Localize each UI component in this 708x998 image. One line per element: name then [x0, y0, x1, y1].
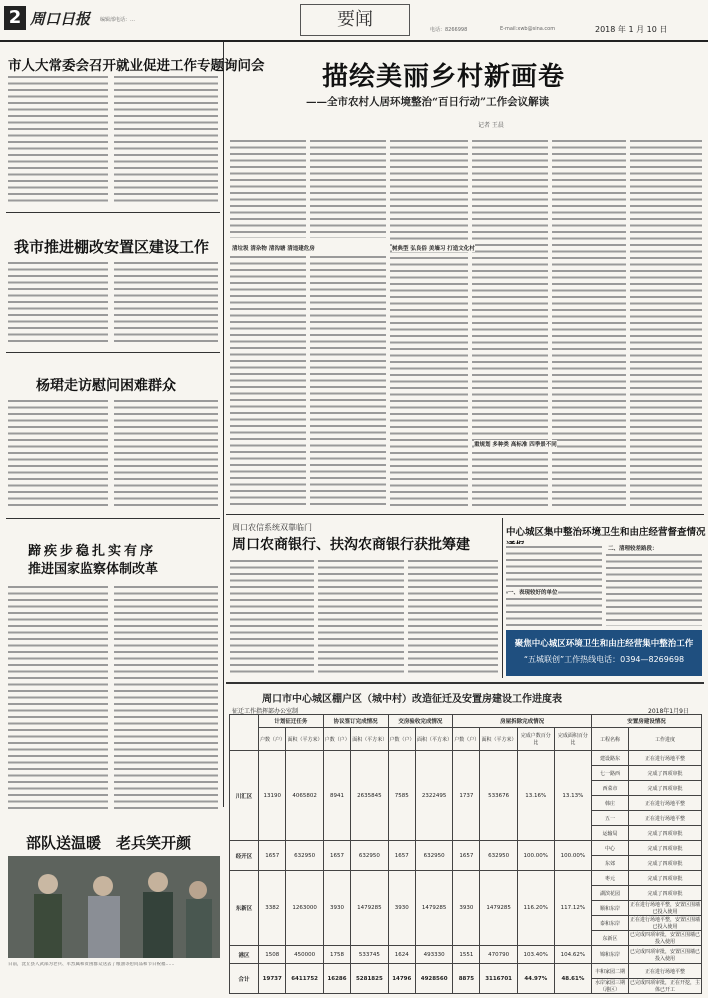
city-body-col2 — [606, 552, 702, 626]
photo-caption: 日前，沈丘县人武部为老兵、军烈属和贫困群众送去了粮油等慰问品和节日祝福…… — [8, 962, 175, 967]
table-value-cell: 1657 — [453, 841, 480, 871]
article-divider — [226, 682, 704, 684]
article-title-visit: 杨珺走访慰问困难群众 — [36, 378, 176, 394]
main-body-col6 — [630, 138, 702, 508]
table-value-cell: 16286 — [323, 964, 350, 994]
table-value-cell: 3382 — [259, 871, 286, 946]
main-subhead-1: 清垃圾 清杂物 清沟塘 清违建危房 — [232, 246, 315, 252]
project-name-cell: 建设路东 — [592, 751, 629, 766]
table-value-cell: 450000 — [286, 946, 323, 964]
table-row — [230, 751, 702, 766]
project-progress-cell: 已完成四项审批，安置区围墙已投入使用 — [629, 946, 702, 964]
project-name-cell: 西菜市 — [592, 781, 629, 796]
table-subheader: 面积（平方米） — [286, 728, 323, 751]
main-body-col1 — [230, 138, 306, 238]
article-divider — [6, 212, 220, 213]
project-name-cell: 东郊 — [592, 856, 629, 871]
page-number: 2 — [4, 6, 26, 30]
table-value-cell: 100.00% — [554, 841, 591, 871]
table-district-cell: 东新区 — [230, 871, 259, 946]
main-subhead-2: 树典型 弘良俗 美墙习 打造文化村 — [392, 246, 475, 252]
project-progress-cell: 完成了四项审批 — [629, 856, 702, 871]
table-header-row — [230, 715, 702, 728]
table-value-cell: 2635845 — [351, 751, 388, 841]
bank-body-col1 — [230, 558, 314, 676]
table-subheader: 户数（户） — [259, 728, 286, 751]
article-body-supervision-col2 — [114, 584, 218, 810]
table-district-cell: 港区 — [230, 946, 259, 964]
project-name-cell: 五一 — [592, 811, 629, 826]
table-value-cell: 632950 — [351, 841, 388, 871]
project-name-cell: 湖滨花园 — [592, 886, 629, 901]
article-body-employment-col1 — [8, 74, 108, 202]
table-district-cell: 经开区 — [230, 841, 259, 871]
bank-kicker: 周口农信系统双靠临门 — [232, 523, 312, 532]
table-group-header: 房屋拆除完成情况 — [453, 715, 592, 728]
article-body-visit-col1 — [8, 398, 108, 510]
table-district-cell: 川汇区 — [230, 751, 259, 841]
table-subheader: 工程名称 — [592, 728, 629, 751]
progress-table — [229, 714, 702, 994]
project-progress-cell: 已完成四项审批，安置区围墙已投入使用 — [630, 932, 701, 945]
table-value-cell: 8941 — [323, 751, 350, 841]
masthead — [0, 0, 708, 42]
table-subheader: 面积（平方米） — [416, 728, 453, 751]
table-row — [230, 871, 702, 886]
table-value-cell: 13190 — [259, 751, 286, 841]
article-divider — [6, 518, 220, 519]
table-value-cell: 1479285 — [351, 871, 388, 946]
table-value-cell: 470790 — [480, 946, 517, 964]
table-subheader: 面积（平方米） — [351, 728, 388, 751]
city-headline: 中心城区集中整治环境卫生和由庄经营督查情况 — [506, 527, 706, 538]
table-value-cell: 1263000 — [286, 871, 323, 946]
table-value-cell: 1758 — [323, 946, 350, 964]
article-title-supervision-2: 推进国家监察体制改革 — [28, 562, 159, 577]
table-district-cell: 合计 — [230, 964, 259, 994]
project-name-cell: 锦和东岸 — [592, 946, 629, 964]
table-value-cell: 1551 — [453, 946, 480, 964]
table-value-cell: 2322495 — [416, 751, 453, 841]
article-title-shantytown: 我市推进棚改安置区建设工作 — [14, 238, 210, 256]
table-value-cell: 103.40% — [517, 946, 554, 964]
project-name-cell: 枣元 — [592, 871, 629, 886]
project-progress-cell: 正在进行场地平整 — [629, 751, 702, 766]
main-body-col2b — [310, 254, 386, 508]
paper-name: 周口日报 — [30, 10, 91, 28]
article-divider — [6, 352, 220, 353]
main-body-col2 — [310, 138, 386, 238]
table-value-cell: 6411752 — [286, 964, 323, 994]
table-value-cell: 4065802 — [286, 751, 323, 841]
table-value-cell: 100.00% — [517, 841, 554, 871]
table-value-cell: 13.16% — [517, 751, 554, 841]
project-progress-cell: 正在进行场地平整 — [629, 796, 702, 811]
article-title-veterans: 部队送温暖 老兵笑开颜 — [26, 834, 192, 852]
article-body-shantytown-col2 — [114, 260, 218, 346]
table-group-header: 交房验收完成情况 — [388, 715, 453, 728]
article-body-supervision-col1 — [8, 584, 108, 810]
table-group-header: 协议签订完成情况 — [323, 715, 388, 728]
project-progress-cell: 完成了四项审批 — [629, 766, 702, 781]
bank-body-col3 — [408, 558, 498, 676]
article-body-visit-col2 — [114, 398, 218, 510]
main-byline: 记者 王晨 — [478, 122, 504, 129]
main-body-col5 — [552, 138, 626, 508]
project-progress-cell: 完成了四项审批 — [629, 781, 702, 796]
table-value-cell: 1657 — [323, 841, 350, 871]
bank-body-col2 — [318, 558, 404, 676]
hotline-banner — [506, 630, 702, 676]
bank-headline: 周口农商银行、扶沟农商银行获批筹建 — [232, 537, 470, 553]
project-progress-cell: 完成了四项审批 — [629, 826, 702, 841]
hotline-banner-line1: 聚焦中心城区环境卫生和由庄经营集中整治工作 — [514, 639, 694, 649]
table-value-cell: 116.20% — [517, 871, 554, 946]
table-subheader: 完成户数百分比 — [517, 728, 554, 751]
project-progress-cell: 完成了四项审批 — [629, 841, 702, 856]
contact-left: 编辑部电话：… — [100, 17, 136, 23]
project-progress-cell: 完成了四项审批 — [629, 886, 702, 901]
project-progress-cell: 完成了四项审批 — [629, 871, 702, 886]
table-subheader: 完成面积百分比 — [554, 728, 591, 751]
table-value-cell: 104.62% — [554, 946, 591, 964]
project-name-cell: 泰和东岸 — [592, 916, 629, 931]
table-subheader: 面积（平方米） — [480, 728, 517, 751]
table-date: 2018年1月9日 — [648, 708, 689, 715]
table-group-header: 安置房建设情况 — [592, 715, 702, 728]
table-group-header: 计划征迁任务 — [259, 715, 324, 728]
issue-date: 2018 年 1 月 10 日 — [595, 25, 668, 34]
article-divider — [226, 514, 704, 515]
main-body-col3 — [390, 138, 468, 508]
project-name-cell: 七一路西 — [592, 766, 629, 781]
table-value-cell: 1479285 — [416, 871, 453, 946]
main-subtitle: ——全市农村人居环境整治“百日行动”工作会议解读 — [306, 96, 550, 108]
table-row — [230, 946, 702, 964]
table-value-cell: 3930 — [453, 871, 480, 946]
photo-people-illustration — [8, 856, 220, 958]
table-row — [230, 964, 702, 979]
main-subhead-3: 重规划 多种类 高标准 四季景不同 — [474, 442, 557, 448]
city-body-col1 — [506, 544, 602, 626]
table-value-cell: 533676 — [480, 751, 517, 841]
table-subheader: 户数（户） — [388, 728, 415, 751]
table-value-cell: 5281825 — [351, 964, 388, 994]
table-subheader-row — [230, 728, 702, 751]
table-value-cell: 13.13% — [554, 751, 591, 841]
contact-mid: 电话：8266998 — [430, 27, 468, 33]
city-subhead-2: 一、表现较好的单位 — [508, 590, 558, 596]
table-value-cell: 632950 — [286, 841, 323, 871]
main-body-col4 — [472, 138, 548, 508]
table-value-cell: 632950 — [416, 841, 453, 871]
table-value-cell: 117.12% — [554, 871, 591, 946]
table-value-cell: 632950 — [480, 841, 517, 871]
table-value-cell: 14796 — [388, 964, 415, 994]
table-value-cell: 7585 — [388, 751, 415, 841]
table-value-cell: 3930 — [323, 871, 350, 946]
table-value-cell: 1479285 — [480, 871, 517, 946]
project-name-cell: 水岸家园三期（港区） — [592, 979, 629, 994]
table-value-cell: 1508 — [259, 946, 286, 964]
table-title: 周口市中心城区棚户区（城中村）改造征迁及安置房建设工作进度表 — [262, 694, 562, 705]
table-corner-cell — [230, 715, 259, 751]
project-progress-cell: 正在进行场地平整，安置区围墙已投入使用 — [630, 917, 701, 930]
table-subheader: 户数（户） — [453, 728, 480, 751]
hotline-banner-line2: “五城联创”工作热线电话：0394—8269698 — [523, 655, 685, 664]
column-divider — [502, 518, 503, 678]
table-value-cell: 533745 — [351, 946, 388, 964]
project-name-cell: 东新区 — [592, 931, 629, 946]
project-name-cell: 顺和东岸 — [592, 901, 629, 916]
table-value-cell: 8875 — [453, 964, 480, 994]
table-subheader: 工作进度 — [629, 728, 702, 751]
main-headline: 描绘美丽乡村新画卷 — [322, 62, 566, 92]
table-value-cell: 4928560 — [416, 964, 453, 994]
table-issuer: 征迁工作指挥部办公室制 — [232, 708, 299, 715]
table-value-cell: 1657 — [388, 841, 415, 871]
table-value-cell: 44.97% — [517, 964, 554, 994]
project-progress-cell: 已完成四项审批，正在开挖，主体已开工 — [630, 980, 701, 993]
column-divider — [223, 42, 224, 807]
article-body-shantytown-col1 — [8, 260, 108, 346]
project-progress-cell: 正在进行场地平整 — [629, 964, 702, 979]
contact-right: E-mail:xwb@sina.com — [500, 26, 556, 32]
table-subheader: 户数（户） — [323, 728, 350, 751]
table-value-cell: 1657 — [259, 841, 286, 871]
article-body-employment-col2 — [114, 74, 218, 202]
table-value-cell: 3116701 — [480, 964, 517, 994]
project-progress-cell: 正在进行场地平整，安置区围墙已投入使用 — [630, 902, 701, 915]
table-value-cell: 493330 — [416, 946, 453, 964]
table-value-cell: 1737 — [453, 751, 480, 841]
table-value-cell: 48.61% — [554, 964, 591, 994]
table-value-cell: 1624 — [388, 946, 415, 964]
section-label: 要闻 — [300, 4, 410, 36]
city-subhead-1: 二、清理较差路段： — [608, 546, 658, 552]
project-name-cell: 中心 — [592, 841, 629, 856]
project-name-cell: 韩庄 — [592, 796, 629, 811]
project-progress-cell: 正在进行场地平整 — [629, 811, 702, 826]
article-title-supervision-1: 蹄疾步稳扎实有序 — [28, 544, 157, 559]
article-title-employment: 市人大常委会召开就业促进工作专题询问会 — [8, 58, 265, 74]
table-value-cell: 19737 — [259, 964, 286, 994]
table-row — [230, 841, 702, 856]
project-name-cell: 丰和家园二期 — [592, 964, 629, 979]
main-body-col1b — [230, 254, 306, 508]
project-name-cell: 运输局 — [592, 826, 629, 841]
table-value-cell: 3930 — [388, 871, 415, 946]
photo-veterans — [8, 856, 220, 958]
